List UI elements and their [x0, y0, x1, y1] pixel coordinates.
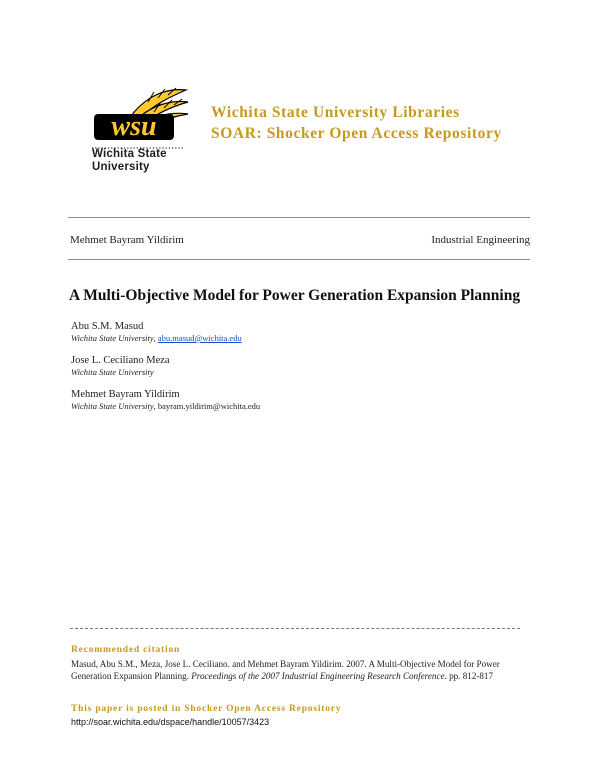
author-separator: ,	[153, 333, 158, 343]
logo-univ-line-1: Wichita State	[92, 148, 167, 160]
citation-heading: Recommended citation	[71, 645, 181, 655]
logo-university-name	[92, 148, 188, 174]
citation-proceedings: Proceedings of the 2007 Industrial Engineering Research Conference	[191, 671, 445, 681]
author-institution: Wichita State University	[71, 401, 154, 411]
author-affiliation	[71, 401, 531, 412]
top-rule	[68, 217, 530, 218]
author-entry	[71, 320, 531, 344]
meta-department: Industrial Engineering	[431, 234, 530, 246]
citation-main: Masud, Abu S.M., Meza, Jose L. Ceciliano. and Mehmet Bayram Yildirim. 2007. A Multi-Objective Model for Power Generation Expansion Planning.	[71, 659, 500, 681]
author-name: Jose L. Ceciliano Meza	[71, 355, 170, 366]
logo-wordmark: wsu	[111, 111, 157, 142]
repository-name: SOAR: Shocker Open Access Repository	[211, 125, 502, 142]
wheat-shocker-icon	[88, 86, 192, 146]
author-entry	[71, 354, 531, 378]
library-name: Wichita State University Libraries	[211, 104, 460, 121]
citation-text	[71, 658, 533, 682]
author-separator: ,	[153, 401, 158, 411]
logo-univ-line-2: University	[92, 161, 150, 173]
meta-rule	[68, 259, 530, 260]
citation-divider	[70, 628, 520, 629]
meta-row	[70, 234, 530, 246]
paper-title: A Multi-Objective Model for Power Generation Expansion Planning	[69, 287, 521, 304]
citation-pages: . pp. 812-817	[444, 671, 494, 681]
meta-author: Mehmet Bayram Yildirim	[70, 234, 184, 246]
author-affiliation	[71, 333, 531, 344]
author-institution: Wichita State University	[71, 333, 154, 343]
author-list	[71, 320, 531, 422]
posting-url-link[interactable]: http://soar.wichita.edu/dspace/handle/10057/3423	[71, 717, 270, 727]
posting-heading: This paper is posted in Shocker Open Access Repository	[71, 704, 342, 714]
repository-header	[211, 102, 502, 144]
author-name: Mehmet Bayram Yildirim	[71, 389, 180, 400]
author-email-link[interactable]: abu.masud@wichita.edu	[157, 333, 242, 343]
author-name: Abu S.M. Masud	[71, 321, 144, 332]
author-entry	[71, 388, 531, 412]
author-institution: Wichita State University	[71, 367, 154, 377]
author-email: bayram.yildirim@wichita.edu	[157, 401, 261, 411]
author-affiliation	[71, 367, 531, 378]
